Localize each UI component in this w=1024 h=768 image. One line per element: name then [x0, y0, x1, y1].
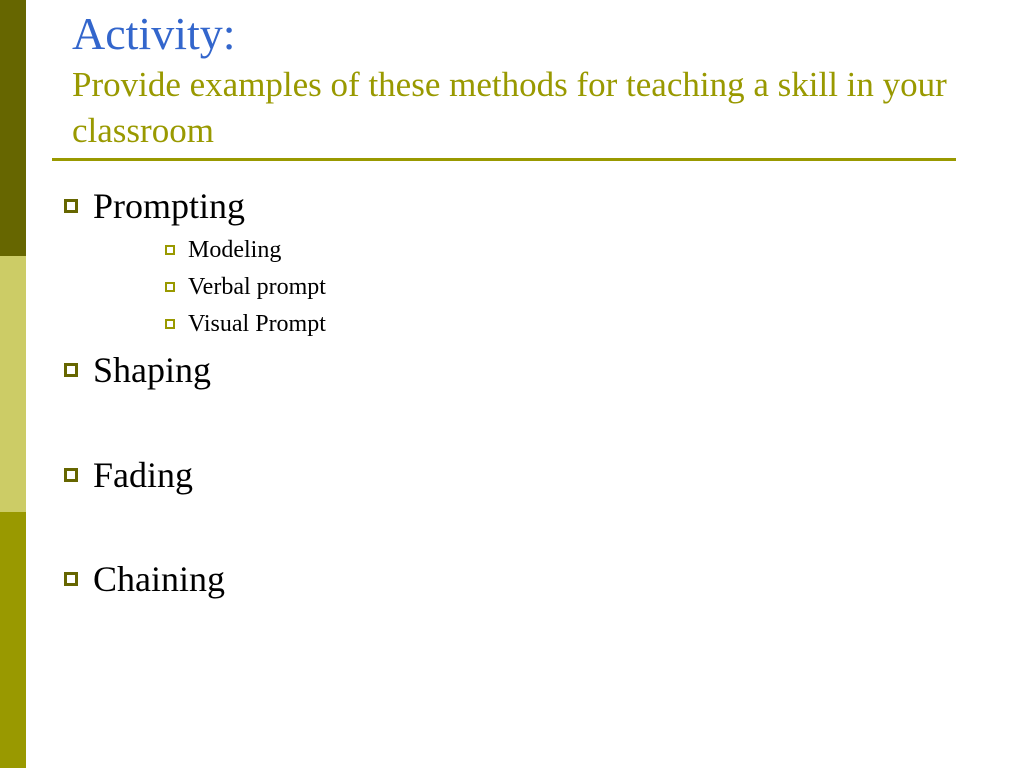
- bullet-label: Chaining: [93, 559, 225, 599]
- bullet-item-fading: [64, 453, 193, 497]
- bullet-item-shaping: [64, 348, 211, 392]
- slide-subtitle: Provide examples of these methods for teaching a skill in your classroom: [72, 65, 947, 150]
- bullet-label: Prompting: [93, 186, 246, 226]
- square-bullet-icon: [165, 319, 175, 329]
- side-band-middle: [0, 256, 26, 512]
- subbullet-item-verbal-prompt: [165, 272, 326, 302]
- square-bullet-icon: [165, 245, 175, 255]
- bullet-item-prompting: [64, 184, 245, 228]
- subbullet-label: Modeling: [188, 237, 282, 263]
- side-band-bottom: [0, 512, 26, 768]
- subbullet-item-modeling: [165, 235, 281, 265]
- square-bullet-icon: [64, 363, 78, 377]
- bullet-item-chaining: [64, 557, 225, 601]
- subbullet-label: Verbal prompt: [188, 274, 326, 300]
- title-divider: [52, 158, 956, 161]
- subbullet-item-visual-prompt: [165, 309, 326, 339]
- bullet-label: Fading: [93, 455, 194, 495]
- side-band-top: [0, 0, 26, 256]
- bullet-label: Shaping: [93, 350, 212, 390]
- subbullet-label: Visual Prompt: [188, 311, 326, 337]
- title-block: [72, 6, 992, 154]
- square-bullet-icon: [64, 572, 78, 586]
- slide-title: Activity:: [72, 8, 236, 59]
- square-bullet-icon: [64, 468, 78, 482]
- square-bullet-icon: [64, 199, 78, 213]
- square-bullet-icon: [165, 282, 175, 292]
